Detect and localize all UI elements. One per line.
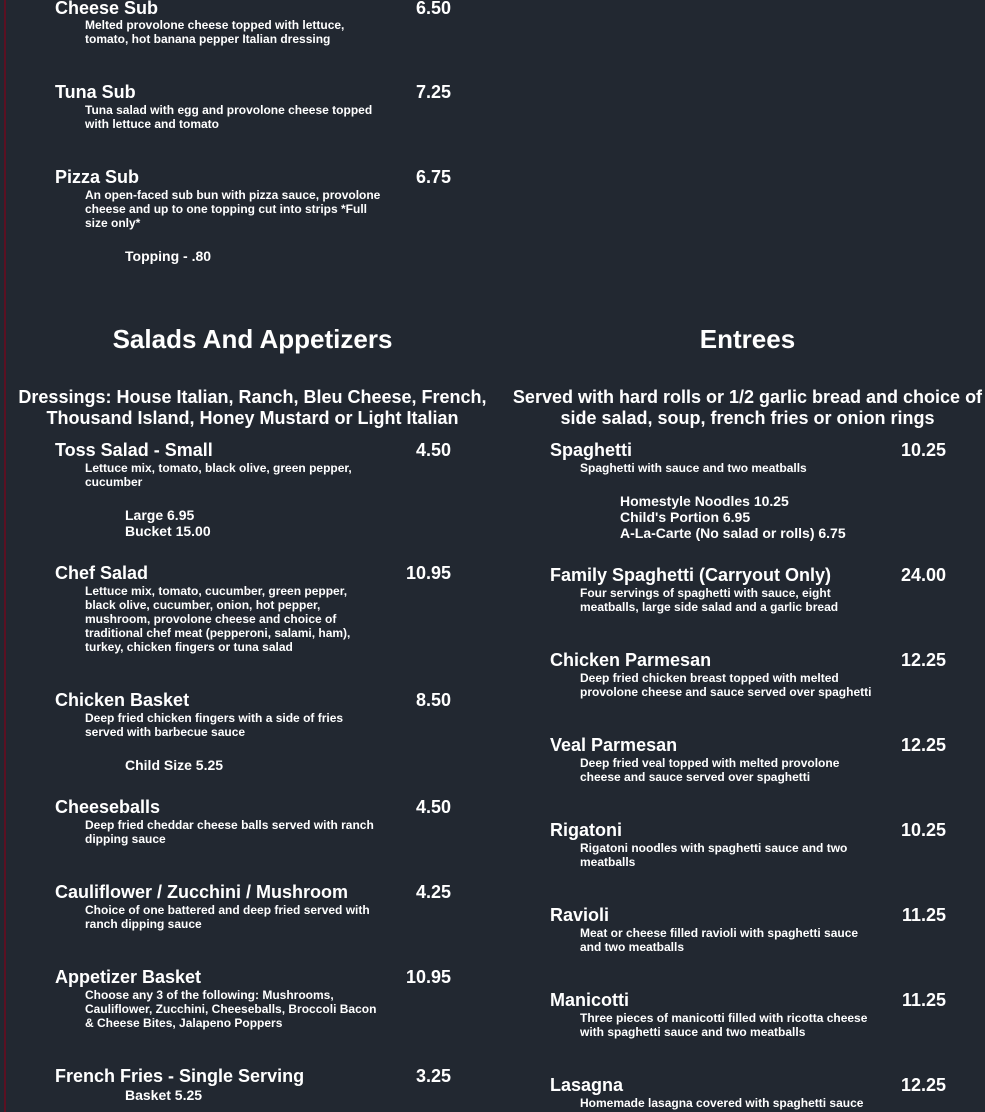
item-name-toss-salad: Toss Salad - Small	[55, 440, 213, 460]
item-name-appetizer-basket: Appetizer Basket	[55, 967, 202, 987]
item-price-pizza-sub: 6.75	[415, 167, 451, 187]
item-desc-spaghetti: Spaghetti with sauce and two meatballs	[580, 461, 807, 475]
item-name-lasagna: Lasagna	[550, 1075, 624, 1095]
section-note-dressings: Dressings: House Italian, Ranch, Bleu Cheese, French, Thousand Island, Honey Mustard or Light Italian	[18, 387, 487, 428]
item-name-tuna-sub: Tuna Sub	[55, 82, 136, 102]
item-name-family-spaghetti: Family Spaghetti (Carryout Only)	[550, 565, 832, 585]
item-name-french-fries: French Fries - Single Serving	[55, 1066, 305, 1086]
item-extra-child-size: Child Size 5.25	[125, 757, 224, 773]
item-name-manicotti: Manicotti	[550, 990, 629, 1010]
item-desc-chef-salad: Lettuce mix, tomato, cucumber, green pepper, black olive, cucumber, onion, hot pepper, mushroom, provolone cheese and choice of traditional chef meat (pepperoni, salami, ham), turkey, chicken fingers or tuna salad	[85, 584, 351, 654]
item-name-cheeseballs: Cheeseballs	[55, 797, 161, 817]
item-desc-manicotti: Three pieces of manicotti filled with ricotta cheese with spaghetti sauce and two meatballs	[580, 1011, 868, 1039]
item-price-tuna-sub: 7.25	[415, 82, 451, 102]
item-name-cauliflower-zucchini-mushroom: Cauliflower / Zucchini / Mushroom	[55, 882, 349, 902]
item-price-chicken-basket: 8.50	[415, 690, 451, 710]
item-name-pizza-sub: Pizza Sub	[55, 167, 140, 187]
item-extra-pizza-topping: Topping - .80	[125, 248, 212, 264]
item-extra-large-salad: Large 6.95	[125, 507, 195, 523]
item-extra-basket-fries: Basket 5.25	[125, 1087, 203, 1103]
item-desc-lasagna: Homemade lasagna covered with spaghetti sauce	[580, 1096, 864, 1110]
item-price-appetizer-basket: 10.95	[405, 967, 451, 987]
item-price-veal-parmesan: 12.25	[900, 735, 946, 755]
item-name-rigatoni: Rigatoni	[550, 820, 622, 840]
item-price-spaghetti: 10.25	[900, 440, 946, 460]
item-desc-toss-salad: Lettuce mix, tomato, black olive, green pepper, cucumber	[85, 461, 352, 489]
item-price-toss-salad: 4.50	[415, 440, 451, 460]
item-desc-veal-parmesan: Deep fried veal topped with melted provolone cheese and sauce served over spaghetti	[580, 756, 840, 784]
item-desc-chicken-parmesan: Deep fried chicken breast topped with melted provolone cheese and sauce served over spaghetti	[580, 671, 872, 699]
item-name-veal-parmesan: Veal Parmesan	[550, 735, 678, 755]
item-name-chicken-basket: Chicken Basket	[55, 690, 190, 710]
item-price-manicotti: 11.25	[901, 990, 946, 1010]
item-price-ravioli: 11.25	[901, 905, 946, 925]
item-desc-chicken-basket: Deep fried chicken fingers with a side of fries served with barbecue sauce	[85, 711, 344, 739]
section-heading-entrees: Entrees	[699, 324, 796, 354]
item-desc-appetizer-basket: Choose any 3 of the following: Mushrooms, Cauliflower, Zucchini, Cheeseballs, Broccoli Bacon & Cheese Bites, Jalapeno Poppers	[85, 988, 377, 1030]
item-desc-tuna-sub: Tuna salad with egg and provolone cheese topped with lettuce and tomato	[85, 103, 373, 131]
item-price-rigatoni: 10.25	[900, 820, 946, 840]
item-price-french-fries: 3.25	[415, 1066, 451, 1086]
item-price-chicken-parmesan: 12.25	[900, 650, 946, 670]
item-desc-cheese-sub: Melted provolone cheese topped with lettuce, tomato, hot banana pepper Italian dressing	[85, 18, 345, 46]
item-name-spaghetti: Spaghetti	[550, 440, 633, 460]
left-border	[4, 0, 6, 1112]
item-extra-a-la-carte: A-La-Carte (No salad or rolls) 6.75	[620, 525, 846, 541]
item-price-cheeseballs: 4.50	[415, 797, 451, 817]
item-desc-cheeseballs: Deep fried cheddar cheese balls served with ranch dipping sauce	[85, 818, 374, 846]
item-extra-homestyle-noodles: Homestyle Noodles 10.25	[620, 493, 789, 509]
item-extra-childs-portion: Child's Portion 6.95	[620, 509, 751, 525]
item-price-chef-salad: 10.95	[405, 563, 451, 583]
item-desc-ravioli: Meat or cheese filled ravioli with spaghetti sauce and two meatballs	[580, 926, 859, 954]
item-desc-cauliflower-zucchini-mushroom: Choice of one battered and deep fried served with ranch dipping sauce	[85, 903, 370, 931]
item-extra-bucket-salad: Bucket 15.00	[125, 523, 211, 539]
item-price-lasagna: 12.25	[900, 1075, 946, 1095]
item-name-chef-salad: Chef Salad	[55, 563, 149, 583]
item-price-cheese-sub: 6.50	[415, 0, 451, 18]
item-desc-rigatoni: Rigatoni noodles with spaghetti sauce and two meatballs	[580, 841, 848, 869]
item-name-chicken-parmesan: Chicken Parmesan	[550, 650, 712, 670]
section-heading-salads: Salads And Appetizers	[112, 324, 393, 354]
item-desc-pizza-sub: An open-faced sub bun with pizza sauce, provolone cheese and up to one topping cut into strips *Full size only*	[85, 188, 381, 230]
item-price-cauliflower-zucchini-mushroom: 4.25	[415, 882, 451, 902]
item-desc-family-spaghetti: Four servings of spaghetti with sauce, eight meatballs, large side salad and a garlic bread	[580, 586, 839, 614]
item-name-ravioli: Ravioli	[550, 905, 610, 925]
section-note-entrees: Served with hard rolls or 1/2 garlic bread and choice of side salad, soup, french fries or onion rings	[512, 387, 983, 428]
item-price-family-spaghetti: 24.00	[900, 565, 946, 585]
item-name-cheese-sub: Cheese Sub	[55, 0, 159, 18]
